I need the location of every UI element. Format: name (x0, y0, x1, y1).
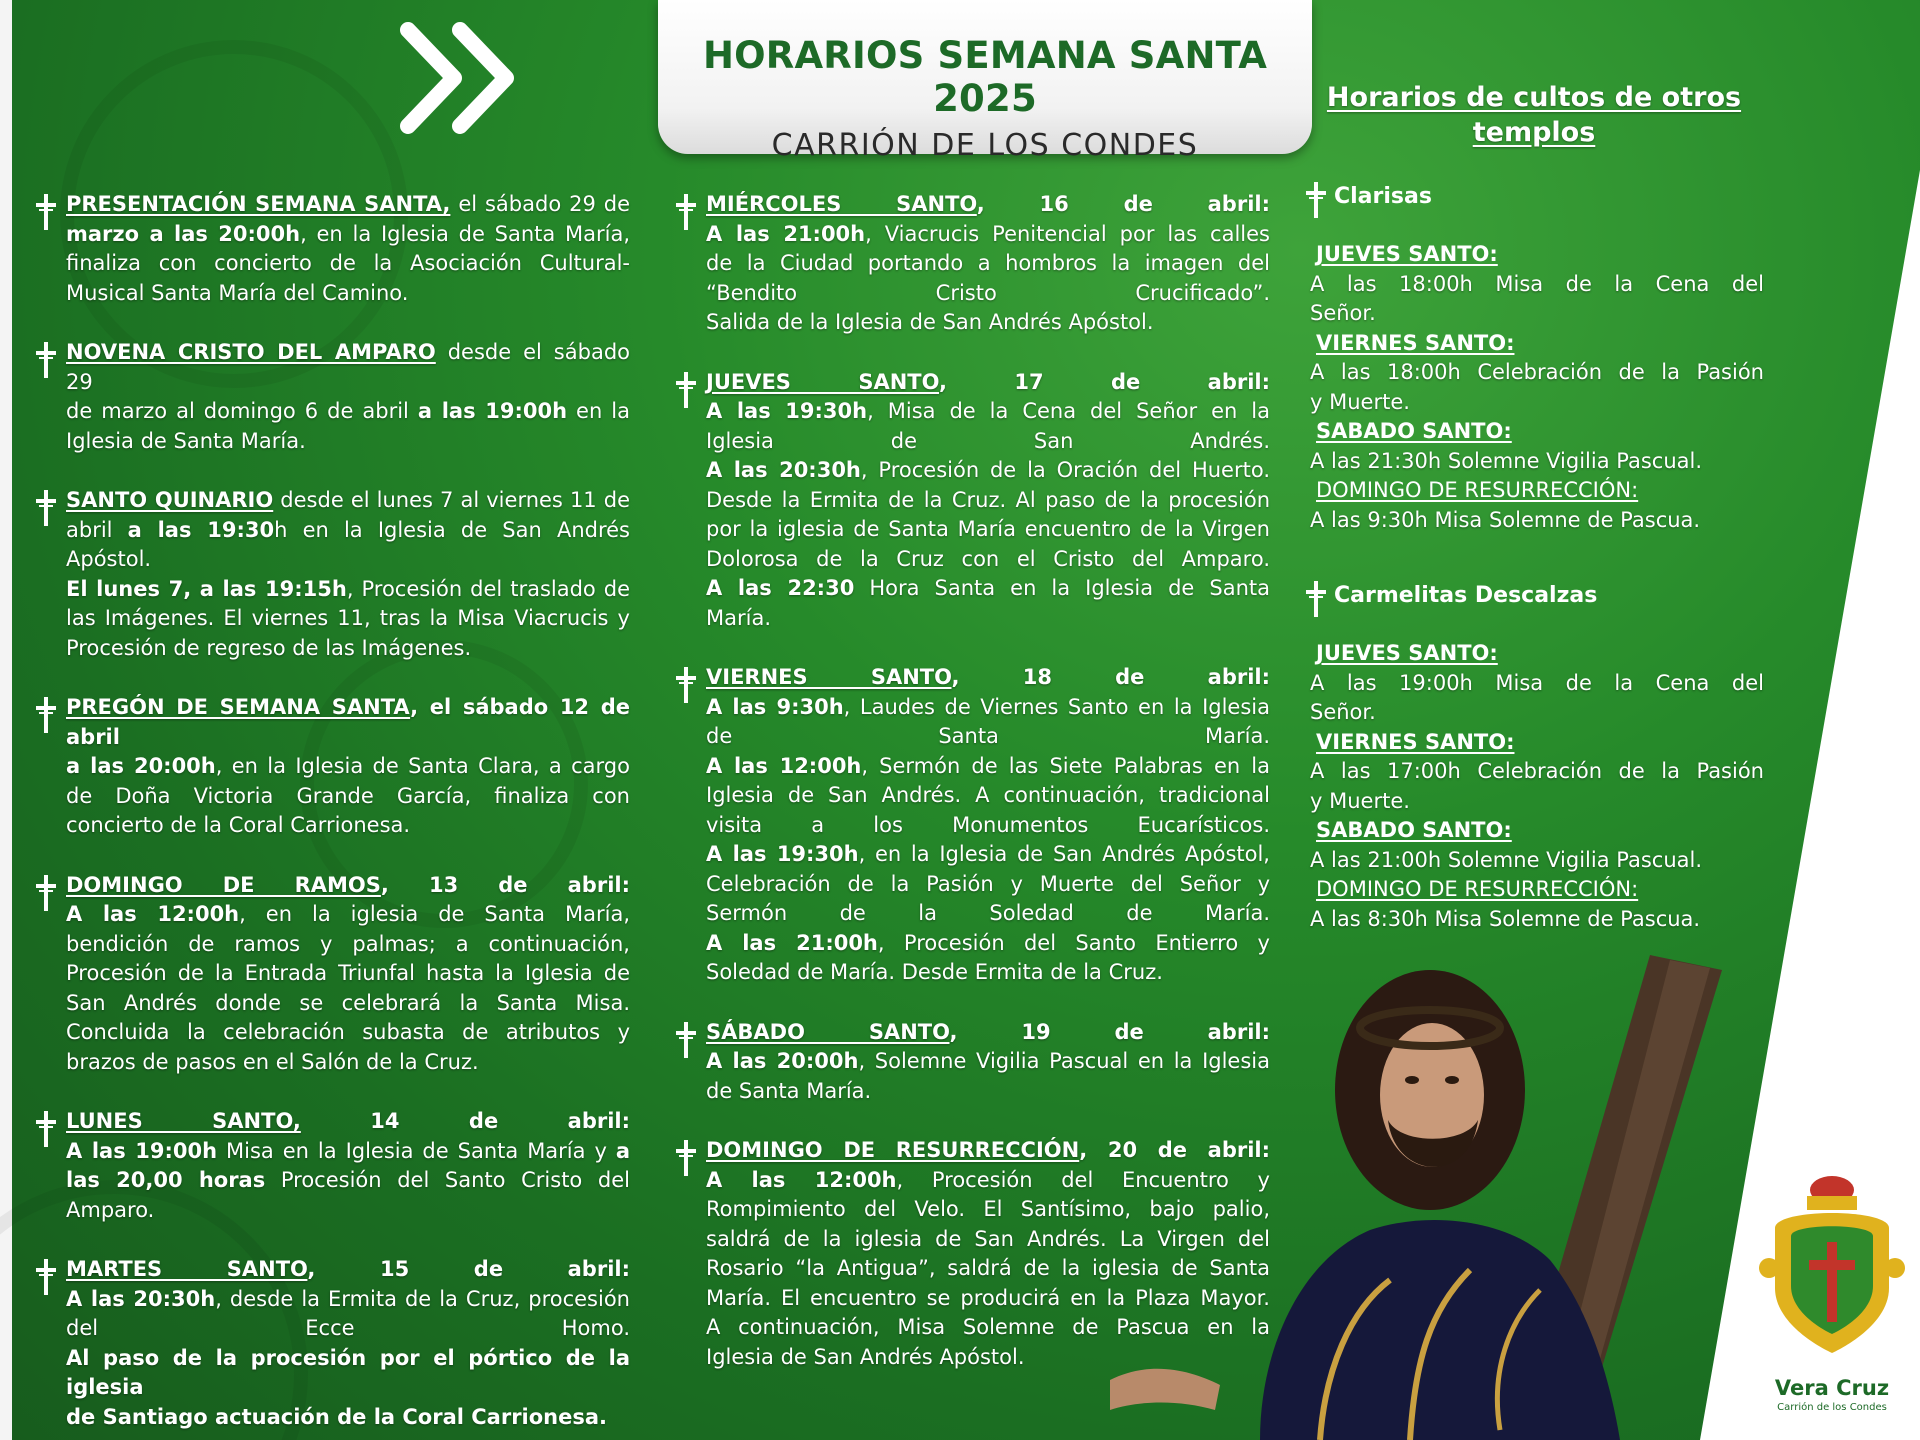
temple-day-text: A las 9:30h Misa Solemne de Pascua. (1310, 507, 1701, 532)
entry-text: A las 21:00h (706, 930, 878, 955)
entry-line (706, 870, 1270, 900)
entry-line (66, 989, 630, 1019)
cross-icon (1304, 182, 1328, 218)
temple-day-label: SABADO SANTO: (1316, 818, 1512, 842)
entry-text: a las 20:00h (66, 754, 216, 778)
entry-line (66, 782, 630, 812)
entry-text: , en la iglesia de Santa María, (239, 902, 630, 926)
entry-line (706, 840, 1270, 870)
entry-text: , Laudes de Viernes Santo en la Iglesia (843, 694, 1270, 719)
entry-line (66, 900, 630, 930)
other-temples-heading-line2: templos (1472, 117, 1596, 148)
entry-line (66, 811, 630, 841)
cross-icon (34, 1259, 58, 1295)
entry-line (706, 456, 1270, 486)
entry-title: DOMINGO DE RAMOS (66, 872, 381, 897)
cross-icon (34, 490, 58, 526)
entry-text: desde el sábado 29 (66, 340, 630, 394)
entry-text: A las 21:00h (706, 221, 866, 246)
entry-text: Soledad de María. Desde Ermita de la Cruz. (706, 960, 1163, 984)
entry-line (66, 338, 630, 397)
entry-line (66, 959, 630, 989)
entry-text: Iglesia de San Andrés. A continuación, tradicional (706, 783, 1270, 807)
temple-day-text: A las 8:30h Misa Solemne de Pascua. (1310, 906, 1701, 931)
entry-line (706, 279, 1270, 309)
temple-day-text: y Muerte. (1310, 389, 1410, 414)
entry-text: , 20 de abril: (1079, 1138, 1271, 1162)
entry-line (66, 249, 630, 279)
entry-text: Iglesia de San Andrés Apóstol. (706, 1344, 1025, 1369)
entry-line (66, 220, 630, 250)
entry-title: MIÉRCOLES SANTO (706, 192, 977, 216)
entry-line (66, 545, 630, 575)
entry-line (706, 308, 1270, 338)
entry-line (66, 1018, 630, 1048)
entry-line (66, 871, 630, 901)
entry-text: saldrá de la iglesia de San Andrés. La Virgen del (706, 1226, 1270, 1251)
entry-text: , 13 de abril: (380, 872, 630, 897)
entry-text: Amparo. (66, 1197, 155, 1222)
temple-day-label: JUEVES SANTO: (1316, 242, 1498, 266)
entry-line (66, 1403, 630, 1433)
entry-text: 14 de abril: (300, 1109, 631, 1133)
schedule-entry (34, 871, 630, 1078)
other-temples-heading (1304, 80, 1764, 150)
entry-text: de la Ciudad portando a hombros la imagen del (706, 251, 1270, 275)
schedule-entry (34, 486, 630, 663)
entry-line (706, 752, 1270, 782)
entry-line (66, 190, 630, 220)
temples-list (1304, 182, 1764, 934)
entry-text: Procesión del Santo Cristo del (265, 1168, 630, 1192)
entry-text: visita a los Monumentos Eucarísticos. (706, 812, 1270, 837)
entry-line (706, 368, 1270, 398)
temple-day-text: A las 19:00h Misa de la Cena del (1310, 670, 1764, 695)
entry-text: Procesión de la Entrada Triunfal hasta la Iglesia de (66, 961, 630, 985)
temple-block (1304, 182, 1764, 535)
temple-schedule (1304, 240, 1764, 535)
entry-line (706, 663, 1270, 693)
entry-line (706, 781, 1270, 811)
entry-text: San Andrés donde se celebrará la Santa Misa. (66, 990, 630, 1015)
entry-line (66, 279, 630, 309)
entry-text: , desde la Ermita de la Cruz, procesión (215, 1286, 630, 1311)
entry-line (706, 190, 1270, 220)
entry-text: de Santa María. (706, 1078, 872, 1103)
schedule-entry (674, 190, 1270, 338)
temple-day-label: DOMINGO DE RESURRECCIÓN: (1316, 478, 1639, 502)
entry-text: , Sermón de las Siete Palabras en la (861, 753, 1270, 778)
entry-line (66, 1255, 630, 1285)
schedule-entry (674, 368, 1270, 634)
entry-line (706, 427, 1270, 457)
logo-subtitle: Carrión de los Condes (1777, 1402, 1887, 1413)
entry-text: de Doña Victoria Grande García, finaliza con (66, 783, 630, 808)
entry-text: A las 12:00h (706, 753, 862, 778)
entry-text: bendición de ramos y palmas; a continuación, (66, 931, 630, 956)
entry-text: , el sábado 12 de abril (66, 695, 630, 749)
entry-text: A las 19:30h (706, 399, 868, 423)
entry-title: NOVENA CRISTO DEL AMPARO (66, 340, 436, 364)
entry-title: DOMINGO DE RESURRECCIÓN (706, 1138, 1080, 1162)
temple-name: Clarisas (1334, 184, 1432, 209)
entry-text: Rompimiento del Velo. El Santísimo, bajo palio, (706, 1197, 1270, 1221)
entry-text: Musical Santa María del Camino. (66, 280, 409, 305)
entry-text: del Ecce Homo. (66, 1316, 630, 1340)
other-temples-heading-line1: Horarios de cultos de otros (1326, 82, 1742, 113)
entry-line (66, 427, 630, 457)
entry-line (706, 693, 1270, 723)
entry-line (706, 604, 1270, 634)
entry-text: Iglesia de San Andrés. (706, 428, 1270, 453)
entry-text: , 18 de abril: (951, 665, 1270, 689)
entry-text: , en la Iglesia de Santa Clara, a cargo (215, 754, 630, 778)
entry-line (66, 486, 630, 516)
crest-icon (1757, 1168, 1907, 1368)
entry-text: Iglesia de Santa María. (66, 428, 306, 453)
cross-icon (674, 194, 698, 230)
entry-text: concierto de la Coral Carrionesa. (66, 813, 411, 837)
entry-text: A las 19:30h (706, 842, 859, 866)
entry-text: de Santa María. (706, 724, 1270, 748)
entry-text: las Imágenes. El viernes 11, tras la Misa Viacrucis y (66, 606, 630, 630)
entry-line (66, 693, 630, 752)
entry-line (706, 220, 1270, 250)
entry-line (66, 516, 630, 546)
schedule-entry (34, 338, 630, 456)
entry-text: brazos de pasos en el Salón de la Cruz. (66, 1049, 479, 1074)
entry-text: , Viacrucis Penitencial por las calles (865, 221, 1270, 246)
entry-line (706, 545, 1270, 575)
entry-title: JUEVES SANTO (706, 369, 939, 394)
temple-day-text: A las 21:30h Solemne Vigilia Pascual. (1310, 448, 1703, 473)
entry-text: en la (567, 399, 630, 423)
page-subtitle: CARRIÓN DE LOS CONDES (771, 128, 1199, 163)
temple-name: Carmelitas Descalzas (1334, 583, 1598, 608)
cross-icon (1304, 581, 1328, 617)
entry-line (66, 1048, 630, 1078)
entry-text: , Misa de la Cena del Señor en la (867, 399, 1270, 423)
entry-text: por la iglesia de Santa María encuentro de la Virgen (706, 517, 1270, 541)
entry-line (66, 1107, 630, 1137)
left-column (34, 190, 630, 1440)
christ-figure-image (1110, 930, 1750, 1440)
entry-text: Celebración de la Pasión y Muerte del Señor y (706, 871, 1270, 896)
cross-icon (674, 667, 698, 703)
entry-line (66, 397, 630, 427)
entry-text: A las 20:30h (66, 1286, 216, 1311)
temple-day-text: A las 17:00h Celebración de la Pasión (1310, 759, 1764, 783)
entry-line (706, 811, 1270, 841)
entry-text: abril (66, 517, 128, 542)
temple-day-text: A las 18:00h Celebración de la Pasión (1310, 360, 1764, 384)
entry-line (706, 486, 1270, 516)
temple-day-text: y Muerte. (1310, 788, 1410, 813)
entry-title: LUNES SANTO, (66, 1109, 301, 1133)
entry-text: Misa en la Iglesia de Santa María y (217, 1138, 616, 1163)
entry-text: , en la Iglesia de Santa María, (300, 221, 630, 246)
cross-icon (34, 342, 58, 378)
entry-text: , 15 de abril: (307, 1257, 630, 1281)
entry-text: de Santiago actuación de la Coral Carrionesa. (66, 1404, 608, 1429)
entry-text: h en la Iglesia de San Andrés (274, 517, 630, 542)
entry-text: , Procesión del Encuentro y (896, 1167, 1270, 1192)
entry-text: a las 19:30 (127, 517, 275, 542)
entry-text: Procesión de regreso de las Imágenes. (66, 635, 472, 660)
temple-day-label: DOMINGO DE RESURRECCIÓN: (1316, 877, 1639, 901)
cross-icon (674, 1140, 698, 1176)
entry-text: de marzo al domingo 6 de abril (66, 399, 418, 423)
entry-text: Apóstol. (66, 547, 152, 571)
cross-icon (674, 372, 698, 408)
logo-name: Vera Cruz (1774, 1376, 1890, 1400)
entry-text: María. El encuentro se producirá en la Plaza Mayor. (706, 1285, 1270, 1310)
entry-text: Dolorosa de la Cruz con el Cristo del Amparo. (706, 546, 1270, 571)
entry-title: VIERNES SANTO (706, 665, 952, 689)
temple-block (1304, 581, 1764, 934)
temple-day-text: Señor. (1310, 301, 1376, 325)
entry-line (706, 899, 1270, 929)
cross-icon (34, 194, 58, 230)
entry-line (66, 634, 630, 664)
entry-text: , Procesión del Santo Entierro y (877, 930, 1270, 955)
page-title: HORARIOS SEMANA SANTA 2025 (702, 34, 1268, 120)
cross-icon (674, 1022, 698, 1058)
entry-text: A las 19:00h (66, 1138, 218, 1163)
entry-title: MARTES SANTO (66, 1257, 308, 1281)
entry-line (706, 515, 1270, 545)
temple-day-text: A las 18:00h Misa de la Cena del (1310, 271, 1764, 296)
entry-line (66, 1196, 630, 1226)
schedule-entry (34, 693, 630, 841)
entry-text: A las 9:30h (706, 694, 844, 719)
entry-line (706, 574, 1270, 604)
entry-text: , en la Iglesia de San Andrés Apóstol, (858, 842, 1270, 866)
temple-day-label: VIERNES SANTO: (1316, 330, 1515, 355)
entry-line (66, 930, 630, 960)
entry-line (66, 1137, 630, 1167)
entry-line (66, 1166, 630, 1196)
entry-text: Salida de la Iglesia de San Andrés Apóstol. (706, 310, 1154, 334)
entry-text: Desde la Ermita de la Cruz. Al paso de la procesión (706, 487, 1270, 512)
entry-text: Sermón de la Soledad de María. (706, 901, 1270, 925)
cross-icon (34, 1111, 58, 1147)
entry-text: , 16 de abril: (976, 192, 1270, 216)
entry-line (66, 752, 630, 782)
entry-line (66, 1285, 630, 1315)
vera-cruz-logo (1752, 1168, 1912, 1438)
entry-text: Al paso de la procesión por el pórtico de la iglesia (66, 1345, 630, 1399)
double-chevron-icon (396, 20, 526, 140)
temple-day-label: JUEVES SANTO: (1316, 641, 1498, 665)
temple-schedule (1304, 639, 1764, 934)
entry-line (706, 397, 1270, 427)
entry-text: A las 12:00h (66, 902, 240, 926)
entry-text: A las 20:30h (706, 458, 861, 482)
temple-day-label: SABADO SANTO: (1316, 419, 1512, 443)
entry-text: el sábado 29 de (450, 192, 630, 216)
schedule-entry (34, 190, 630, 308)
schedule-entry (34, 1107, 630, 1225)
entry-text: desde el lunes 7 al viernes 11 de (273, 488, 630, 512)
entry-text: Rosario “la Antigua”, saldrá de la iglesia de Santa (706, 1256, 1270, 1280)
schedule-entry (34, 1255, 630, 1432)
entry-line (706, 249, 1270, 279)
entry-text: A continuación, Misa Solemne de Pascua en la (706, 1315, 1270, 1339)
entry-line (66, 1344, 630, 1403)
entry-text: , Procesión del traslado de (346, 576, 631, 601)
entry-text: A las 12:00h (706, 1167, 897, 1192)
cross-icon (34, 875, 58, 911)
entry-text: las 20,00 horas (66, 1168, 266, 1192)
entry-line (66, 604, 630, 634)
entry-text: marzo a las 20:00h (66, 221, 301, 246)
entry-text: María. (706, 605, 771, 630)
entry-text: a (615, 1138, 631, 1163)
entry-title: PRESENTACIÓN SEMANA SANTA, (66, 192, 451, 216)
entry-line (706, 722, 1270, 752)
right-column (1304, 80, 1764, 934)
entry-text: “Bendito Cristo Crucificado”. (706, 280, 1270, 305)
entry-text: , Solemne Vigilia Pascual en la Iglesia (858, 1049, 1270, 1073)
temple-day-label: VIERNES SANTO: (1316, 729, 1515, 754)
entry-title: SÁBADO SANTO (706, 1019, 950, 1044)
entry-text: , 17 de abril: (939, 369, 1270, 394)
entry-text: , 19 de abril: (949, 1019, 1270, 1044)
entry-line (66, 575, 630, 605)
entry-title: PREGÓN DE SEMANA SANTA (66, 695, 411, 719)
entry-text: El lunes 7, a las 19:15h (66, 576, 347, 601)
entry-title: SANTO QUINARIO (66, 488, 274, 512)
entry-line (66, 1314, 630, 1344)
entry-text: finaliza con concierto de la Asociación Cultural- (66, 251, 630, 275)
temple-day-text: Señor. (1310, 700, 1376, 724)
entry-text: A las 20:00h (706, 1049, 859, 1073)
header-card (658, 0, 1312, 163)
entry-text: Concluida la celebración subasta de atributos y (66, 1020, 630, 1044)
entry-text: a las 19:00h (417, 399, 568, 423)
cross-icon (34, 697, 58, 733)
entry-text: , Procesión de la Oración del Huerto. (860, 458, 1271, 482)
temple-day-text: A las 21:00h Solemne Vigilia Pascual. (1310, 847, 1703, 872)
entry-text: A las 22:30 (706, 576, 855, 600)
entry-text: Hora Santa en la Iglesia de Santa (854, 576, 1270, 600)
